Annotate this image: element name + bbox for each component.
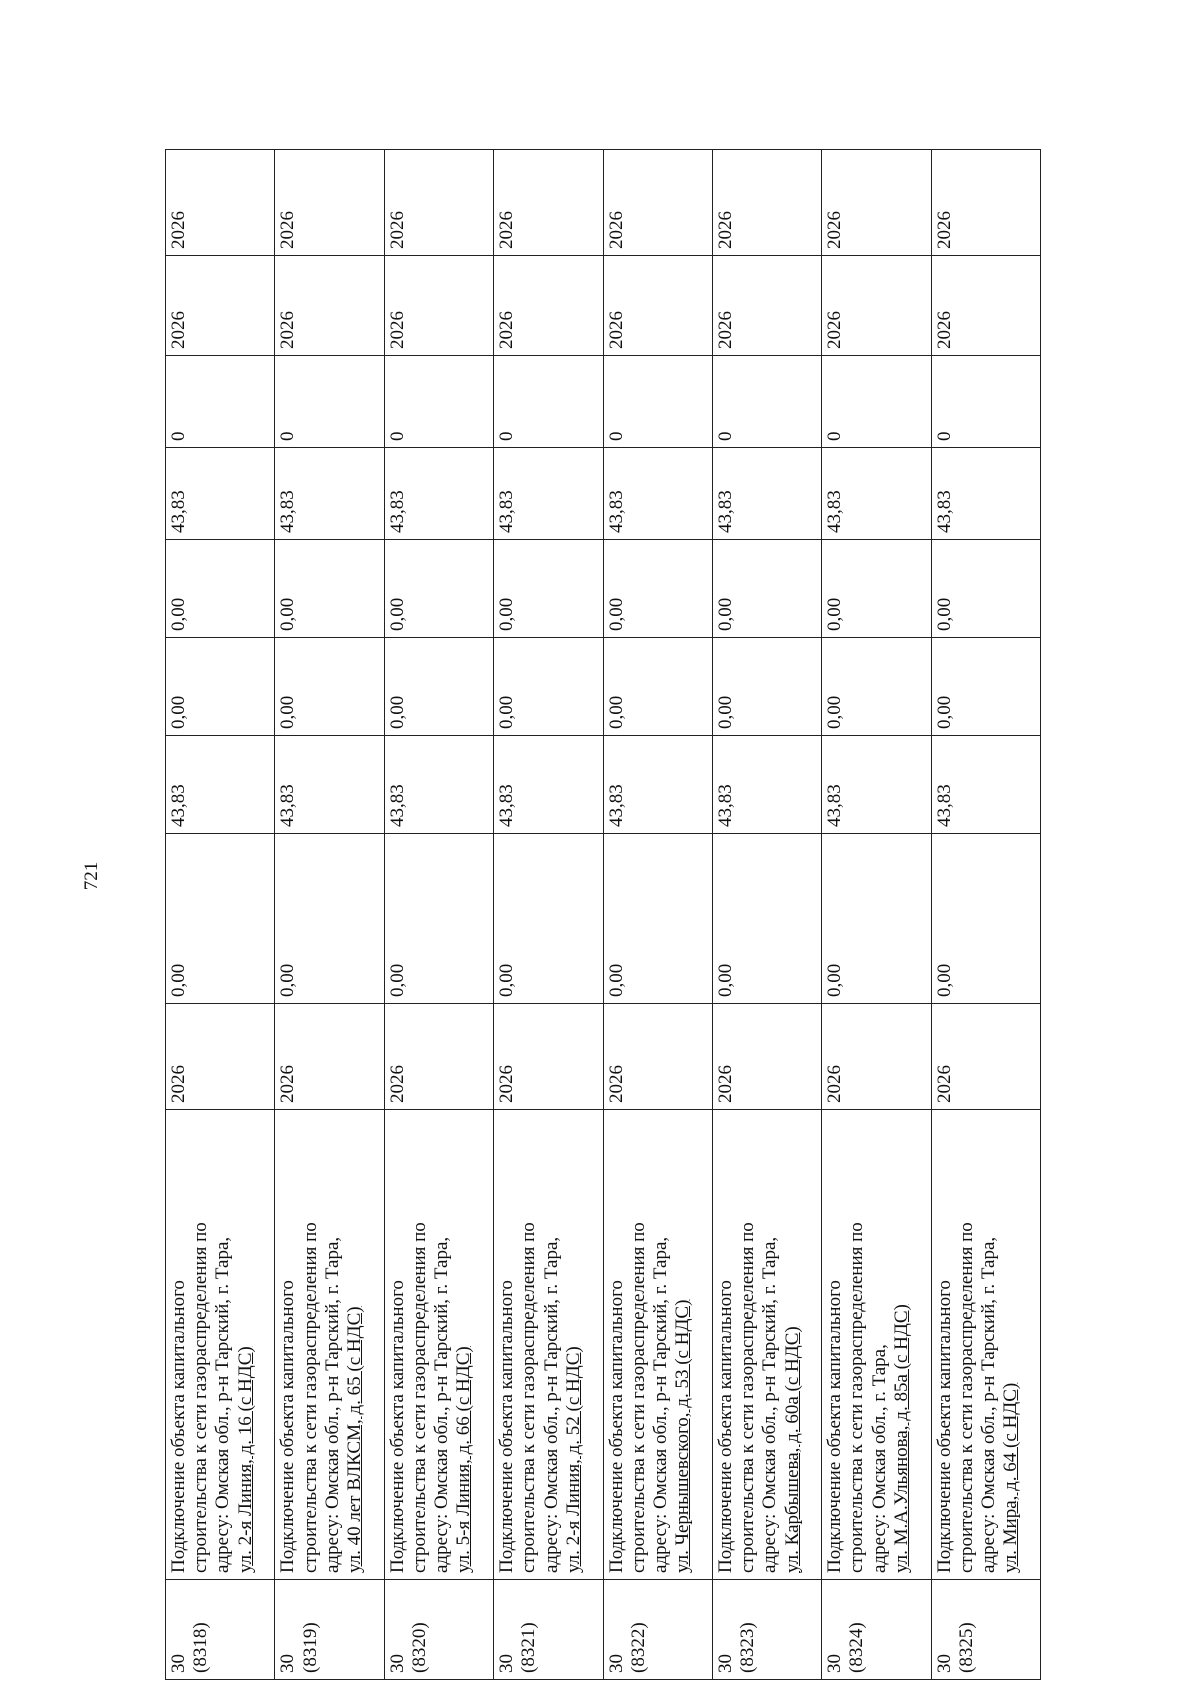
row-sub-id: (8322) [627,1622,649,1673]
cell-c2: 43,83 [822,736,931,834]
cell-c1: 0,00 [931,834,1040,1004]
investment-table [165,149,1041,1680]
cell-year_start: 2026 [384,1004,493,1110]
cell-c2: 43,83 [166,736,275,834]
description-line2: строительства к сети газораспределения по [299,1222,321,1573]
cell-c4: 0,00 [166,540,275,638]
description-line1: Подключение объекта капитального [714,1280,736,1573]
cell-number [384,1580,493,1680]
cell-c3: 0,00 [603,638,712,736]
description-line2: строительства к сети газораспределения по [190,1222,212,1573]
cell-c5: 43,83 [166,448,275,540]
cell-year_start: 2026 [822,1004,931,1110]
description-line3: адресу: Омская обл., г. Тара, [868,1344,890,1573]
cell-c3: 0,00 [822,638,931,736]
cell-c2: 43,83 [603,736,712,834]
table-row [931,150,1040,1680]
cell-c6: 0 [384,356,493,448]
table-row [384,150,493,1680]
description-line4: ул. 5-я Линия, д. 66 (с НДС) [453,1346,475,1573]
cell-year_start: 2026 [712,1004,821,1110]
cell-c3: 0,00 [712,638,821,736]
cell-number [166,1580,275,1680]
cell-c1: 0,00 [275,834,384,1004]
cell-c1: 0,00 [166,834,275,1004]
description-line3: адресу: Омская обл., р-н Тарский, г. Тара, [212,1236,234,1573]
description-line2: строительства к сети газораспределения по [518,1222,540,1573]
cell-y1: 2026 [603,256,712,356]
description-line1: Подключение объекта капитального [605,1280,627,1573]
description-line4: ул. Мира, д. 64 (с НДС) [1000,1382,1022,1573]
cell-c5: 43,83 [384,448,493,540]
cell-c4: 0,00 [712,540,821,638]
cell-year_start: 2026 [603,1004,712,1110]
table-row [603,150,712,1680]
description-line1: Подключение объекта капитального [277,1280,299,1573]
cell-c6: 0 [712,356,821,448]
description-line4: ул. Чернышевского, д. 53 (с НДС) [672,1299,694,1573]
cell-c5: 43,83 [931,448,1040,540]
cell-y1: 2026 [494,256,603,356]
row-id: 30 [277,1654,299,1673]
cell-description [931,1110,1040,1580]
description-line1: Подключение объекта капитального [496,1280,518,1573]
table-row [275,150,384,1680]
description-line3: адресу: Омская обл., р-н Тарский, г. Тара, [978,1236,1000,1573]
cell-description [494,1110,603,1580]
cell-c4: 0,00 [384,540,493,638]
row-id: 30 [386,1654,408,1673]
row-id: 30 [714,1654,736,1673]
cell-year_start: 2026 [166,1004,275,1110]
row-id: 30 [605,1654,627,1673]
cell-number [494,1580,603,1680]
cell-y1: 2026 [275,256,384,356]
description-line2: строительства к сети газораспределения по [627,1222,649,1573]
cell-c5: 43,83 [822,448,931,540]
cell-c3: 0,00 [494,638,603,736]
row-sub-id: (8319) [299,1622,321,1673]
row-sub-id: (8320) [408,1622,430,1673]
row-sub-id: (8318) [190,1622,212,1673]
cell-y2: 2026 [822,150,931,256]
description-line2: строительства к сети газораспределения по [955,1222,977,1573]
cell-year_start: 2026 [931,1004,1040,1110]
cell-y2: 2026 [384,150,493,256]
cell-y2: 2026 [712,150,821,256]
description-line1: Подключение объекта капитального [933,1280,955,1573]
cell-c2: 43,83 [384,736,493,834]
description-line4: ул. 40 лет ВЛКСМ, д. 65 (с НДС) [344,1306,366,1573]
cell-c1: 0,00 [712,834,821,1004]
cell-c2: 43,83 [931,736,1040,834]
cell-c2: 43,83 [494,736,603,834]
cell-y2: 2026 [931,150,1040,256]
cell-y1: 2026 [166,256,275,356]
description-line4: ул. 2-я Линия, д. 52 (с НДС) [562,1346,584,1573]
page-number: 721 [81,861,102,891]
row-id: 30 [824,1654,846,1673]
row-id: 30 [496,1654,518,1673]
cell-c4: 0,00 [822,540,931,638]
cell-c3: 0,00 [166,638,275,736]
cell-c5: 43,83 [275,448,384,540]
cell-number [712,1580,821,1680]
description-line4: ул. 2-я Линия, д. 16 (с НДС) [234,1346,256,1573]
cell-c1: 0,00 [603,834,712,1004]
description-line3: адресу: Омская обл., р-н Тарский, г. Тара, [540,1236,562,1573]
cell-description [712,1110,821,1580]
row-sub-id: (8325) [955,1622,977,1673]
cell-c3: 0,00 [275,638,384,736]
row-id: 30 [933,1654,955,1673]
cell-y2: 2026 [275,150,384,256]
cell-y1: 2026 [822,256,931,356]
cell-number [275,1580,384,1680]
table-row [166,150,275,1680]
cell-description [822,1110,931,1580]
description-line3: адресу: Омская обл., р-н Тарский, г. Тара, [649,1236,671,1573]
description-line2: строительства к сети газораспределения по [846,1222,868,1573]
cell-y2: 2026 [166,150,275,256]
description-line3: адресу: Омская обл., р-н Тарский, г. Тара, [759,1236,781,1573]
table-row [712,150,821,1680]
cell-c1: 0,00 [494,834,603,1004]
cell-c4: 0,00 [494,540,603,638]
table-row [822,150,931,1680]
cell-c1: 0,00 [384,834,493,1004]
description-line1: Подключение объекта капитального [824,1280,846,1573]
cell-c6: 0 [822,356,931,448]
cell-c3: 0,00 [931,638,1040,736]
table-body [166,150,1041,1680]
cell-c2: 43,83 [712,736,821,834]
cell-c6: 0 [275,356,384,448]
row-sub-id: (8324) [846,1622,868,1673]
rotated-table-wrapper [165,150,1041,1680]
cell-number [603,1580,712,1680]
cell-y1: 2026 [712,256,821,356]
cell-y2: 2026 [603,150,712,256]
cell-c5: 43,83 [712,448,821,540]
cell-c6: 0 [931,356,1040,448]
cell-year_start: 2026 [275,1004,384,1110]
cell-c4: 0,00 [931,540,1040,638]
table-row [494,150,603,1680]
cell-number [931,1580,1040,1680]
cell-y1: 2026 [384,256,493,356]
description-line4: ул. Карбышева, д. 60а (с НДС) [781,1326,803,1573]
description-line4: ул. М.А.Ульянова, д. 85а (с НДС) [890,1304,912,1573]
cell-c6: 0 [166,356,275,448]
cell-y2: 2026 [494,150,603,256]
cell-description [275,1110,384,1580]
cell-description [166,1110,275,1580]
cell-year_start: 2026 [494,1004,603,1110]
description-line2: строительства к сети газораспределения по [408,1222,430,1573]
description-line3: адресу: Омская обл., р-н Тарский, г. Тара, [321,1236,343,1573]
cell-c5: 43,83 [494,448,603,540]
cell-c6: 0 [494,356,603,448]
cell-c6: 0 [603,356,712,448]
cell-c1: 0,00 [822,834,931,1004]
row-id: 30 [168,1654,189,1673]
cell-description [384,1110,493,1580]
row-sub-id: (8323) [737,1622,759,1673]
description-line2: строительства к сети газораспределения по [737,1222,759,1573]
row-sub-id: (8321) [518,1622,540,1673]
description-line3: адресу: Омская обл., р-н Тарский, г. Тара, [431,1236,453,1573]
cell-c2: 43,83 [275,736,384,834]
cell-y1: 2026 [931,256,1040,356]
cell-c4: 0,00 [275,540,384,638]
cell-c4: 0,00 [603,540,712,638]
description-line1: Подключение объекта капитального [168,1280,189,1573]
cell-number [822,1580,931,1680]
cell-c5: 43,83 [603,448,712,540]
cell-c3: 0,00 [384,638,493,736]
description-line1: Подключение объекта капитального [386,1280,408,1573]
cell-description [603,1110,712,1580]
